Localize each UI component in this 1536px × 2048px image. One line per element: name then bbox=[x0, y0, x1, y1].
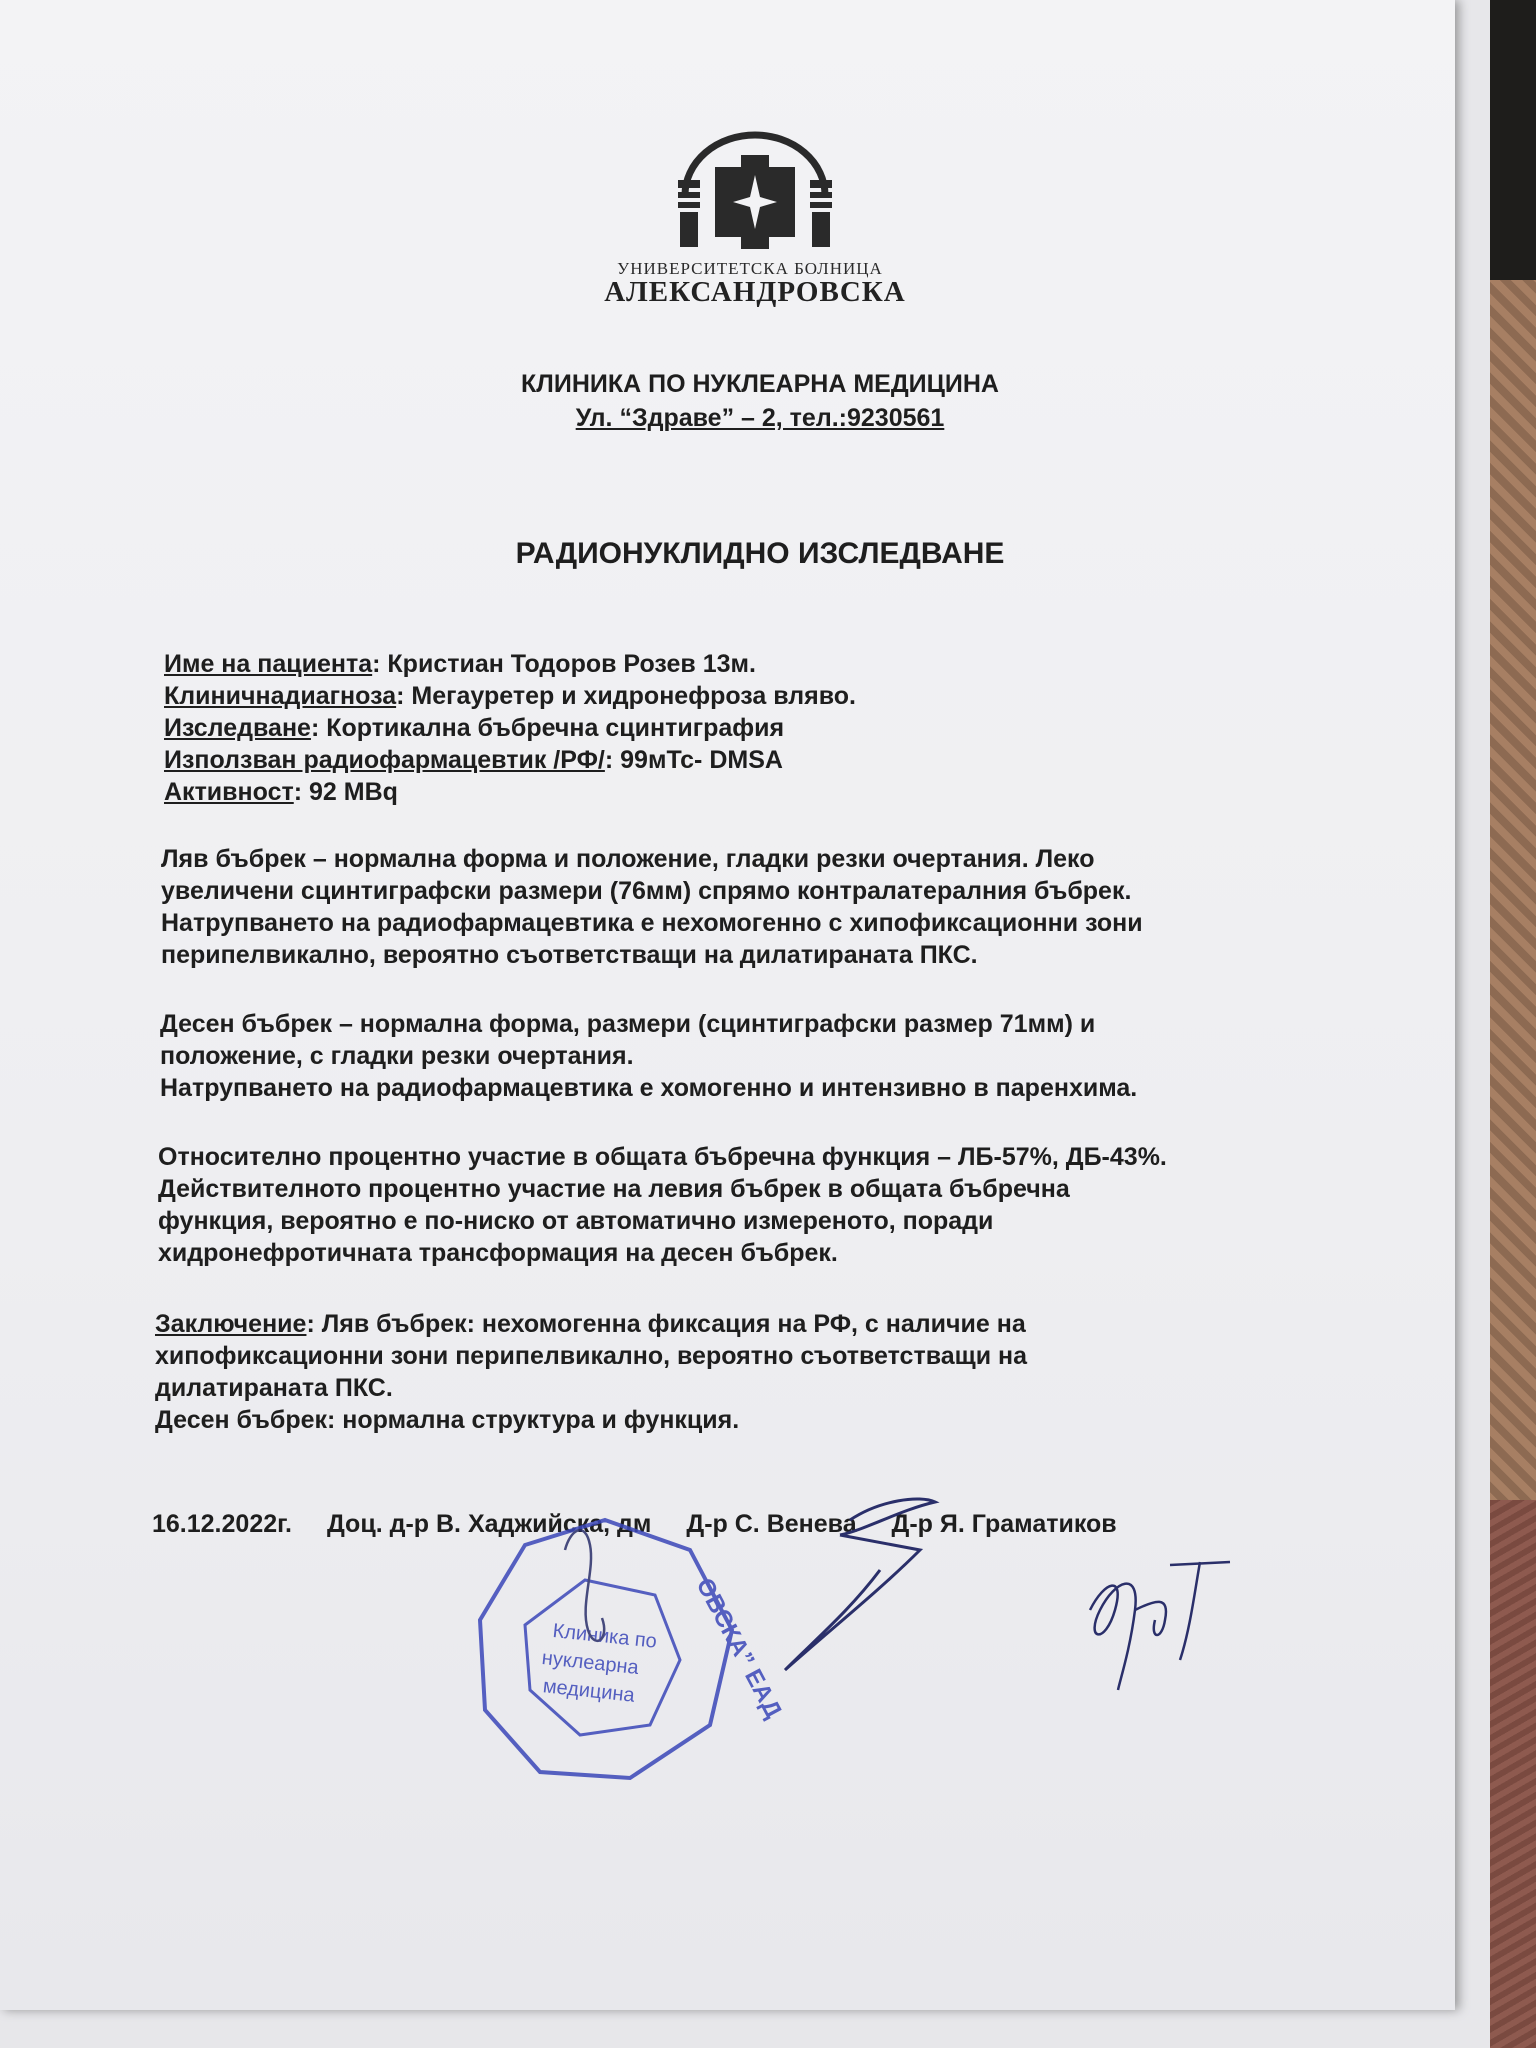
text-line: Десен бъбрек – нормална форма, размери (сцинтиграфски размер 71мм) и bbox=[160, 1010, 1096, 1038]
stamp-ring-text: ОВСКА” ЕАД bbox=[690, 1573, 787, 1723]
stamp-line: медицина bbox=[541, 1675, 636, 1707]
text-line: хидронефротичната трансформация на десен бъбрек. bbox=[158, 1239, 838, 1267]
field-label: Име на пациента bbox=[164, 650, 373, 678]
field-value: : 99мТс- DMSA bbox=[604, 746, 783, 774]
hospital-subtitle: УНИВЕРСИТЕТСКА БОЛНИЦА bbox=[617, 259, 883, 278]
field-row-activity bbox=[164, 776, 1064, 808]
field-value: : 92 MBq bbox=[293, 778, 398, 806]
stamp-line: Клиника по bbox=[551, 1619, 658, 1653]
field-value: : Мегауретер и хидронефроза вляво. bbox=[396, 682, 856, 710]
text-line: Натрупването на радиофармацевтика е нехомогенно с хипофиксационни зони bbox=[161, 909, 1143, 937]
text-line: Действителното процентно участие на левия бъбрек в общата бъбречна bbox=[158, 1175, 1070, 1203]
signature-2-icon bbox=[770, 1490, 950, 1680]
field-row-examination bbox=[164, 712, 1064, 744]
field-value: : Кортикална бъбречна сцинтиграфия bbox=[310, 714, 785, 742]
field-label: Използван радиофармацевтик /РФ/ bbox=[164, 746, 605, 774]
hospital-name: АЛЕКСАНДРОВСКА bbox=[604, 276, 906, 308]
hospital-logo-icon bbox=[675, 135, 835, 250]
signature-3-icon bbox=[1080, 1550, 1240, 1700]
text-line: перипелвикално, вероятно съответстващи на дилатираната ПКС. bbox=[161, 941, 978, 969]
text-line: Ляв бъбрек – нормална форма и положение, гладки резки очертания. Леко bbox=[161, 845, 1095, 873]
stamp-line: нуклеарна bbox=[540, 1646, 640, 1680]
conclusion-first-line bbox=[155, 1308, 1335, 1340]
clinic-name: КЛИНИКА ПО НУКЛЕАРНА МЕДИЦИНА bbox=[521, 370, 999, 398]
report-date: 16.12.2022г. bbox=[152, 1510, 292, 1538]
text-line: Десен бъбрек: нормална структура и функция. bbox=[155, 1406, 740, 1434]
text-line: функция, вероятно е по-ниско от автоматично измереното, поради bbox=[158, 1207, 994, 1235]
field-row-radiopharmaceutical bbox=[164, 744, 1064, 776]
paragraph-left-kidney bbox=[161, 843, 1341, 971]
text-line: Относително процентно участие в общата бъбречна функция – ЛБ-57%, ДБ-43%. bbox=[158, 1143, 1167, 1171]
document-title: РАДИОНУКЛИДНО ИЗСЛЕДВАНЕ bbox=[515, 537, 1005, 570]
text-line: дилатираната ПКС. bbox=[155, 1374, 393, 1402]
patient-fields bbox=[164, 648, 1064, 808]
doctor-1-name: Доц. д-р В. Хаджийска, дм bbox=[326, 1510, 652, 1538]
doctor-3-name: Д-р Я. Граматиков bbox=[891, 1510, 1117, 1538]
field-row-diagnosis bbox=[164, 680, 1064, 712]
field-label: Активност bbox=[164, 778, 294, 806]
text-line: положение, с гладки резки очертания. bbox=[160, 1042, 634, 1070]
field-row-patient bbox=[164, 648, 1064, 680]
clinic-address-text: Ул. “Здраве” – 2, тел.:9230561 bbox=[575, 404, 945, 432]
text-line: хипофиксационни зони перипелвикално, вероятно съответстващи на bbox=[155, 1342, 1028, 1370]
paragraph-function bbox=[158, 1141, 1338, 1269]
field-value: : Кристиан Тодоров Розев 13м. bbox=[372, 650, 756, 678]
conclusion-label: Заключение bbox=[155, 1310, 307, 1338]
doctor-2-name: Д-р С. Венева bbox=[686, 1510, 857, 1538]
field-label: Клиничнадиагноза bbox=[164, 682, 397, 710]
conclusion-text: : Ляв бъбрек: нехомогенна фиксация на РФ, с наличие на bbox=[306, 1310, 1026, 1338]
paragraph-right-kidney bbox=[160, 1008, 1340, 1104]
paragraph-conclusion bbox=[155, 1308, 1335, 1436]
clinic-address bbox=[380, 404, 1140, 433]
text-line: Натрупването на радиофармацевтика е хомогенно и интензивно в паренхима. bbox=[160, 1074, 1138, 1102]
field-label: Изследване bbox=[164, 714, 311, 742]
text-line: увеличени сцинтиграфски размери (76мм) спрямо контралатералния бъбрек. bbox=[161, 877, 1132, 905]
